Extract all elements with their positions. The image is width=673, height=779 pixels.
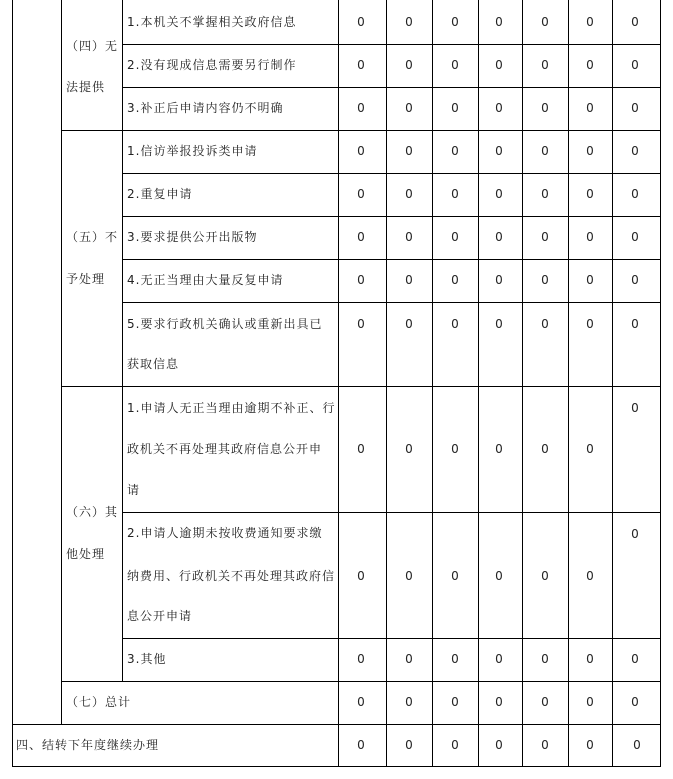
- value-cell: 0: [405, 652, 413, 666]
- value-cell: 0: [405, 569, 413, 583]
- value-cell: 0: [451, 230, 459, 244]
- value-cell: 0: [405, 101, 413, 115]
- item-text: 2.没有现成信息需要另行制作: [127, 58, 297, 72]
- grid-line: [122, 0, 123, 681]
- value-cell: 0: [586, 738, 594, 752]
- grid-line: [61, 386, 661, 387]
- value-cell: 0: [495, 144, 503, 158]
- item-text: 获取信息: [127, 357, 180, 371]
- item-text: 请: [127, 483, 141, 497]
- value-cell: 0: [495, 101, 503, 115]
- item-text: 纳费用、行政机关不再处理其政府信: [127, 569, 336, 583]
- value-cell: 0: [405, 273, 413, 287]
- grid-line: [568, 0, 569, 767]
- grid-line: [478, 0, 479, 767]
- value-cell: 0: [451, 273, 459, 287]
- value-cell: 0: [357, 652, 365, 666]
- item-text: 1.本机关不掌握相关政府信息: [127, 15, 297, 29]
- value-cell: 0: [586, 230, 594, 244]
- value-cell: 0: [631, 695, 639, 709]
- value-cell: 0: [586, 652, 594, 666]
- grid-line: [386, 0, 387, 767]
- group-4-label: 法提供: [66, 80, 106, 94]
- item-text: 3.要求提供公开出版物: [127, 230, 258, 244]
- value-cell: 0: [541, 273, 549, 287]
- value-cell: 0: [495, 15, 503, 29]
- value-cell: 0: [405, 442, 413, 456]
- value-cell: 0: [451, 15, 459, 29]
- value-cell: 0: [586, 695, 594, 709]
- grid-line: [432, 0, 433, 767]
- value-cell: 0: [357, 144, 365, 158]
- item-text: 政机关不再处理其政府信息公开申: [127, 442, 323, 456]
- value-cell: 0: [586, 317, 594, 331]
- value-cell: 0: [631, 401, 639, 415]
- value-cell: 0: [357, 58, 365, 72]
- value-cell: 0: [451, 652, 459, 666]
- value-cell: 0: [357, 101, 365, 115]
- grid-line: [522, 0, 523, 767]
- value-cell: 0: [631, 527, 639, 541]
- value-cell: 0: [495, 738, 503, 752]
- value-cell: 0: [586, 15, 594, 29]
- total-label: （七）总计: [66, 695, 132, 709]
- value-cell: 0: [541, 738, 549, 752]
- value-cell: 0: [633, 738, 641, 752]
- value-cell: 0: [541, 569, 549, 583]
- value-cell: 0: [631, 58, 639, 72]
- value-cell: 0: [357, 695, 365, 709]
- value-cell: 0: [405, 230, 413, 244]
- value-cell: 0: [451, 144, 459, 158]
- grid-line: [122, 173, 661, 174]
- value-cell: 0: [357, 273, 365, 287]
- value-cell: 0: [405, 317, 413, 331]
- value-cell: 0: [541, 144, 549, 158]
- value-cell: 0: [357, 569, 365, 583]
- value-cell: 0: [541, 58, 549, 72]
- value-cell: 0: [405, 695, 413, 709]
- value-cell: 0: [541, 230, 549, 244]
- value-cell: 0: [451, 58, 459, 72]
- item-text: 3.其他: [127, 652, 167, 666]
- value-cell: 0: [357, 187, 365, 201]
- value-cell: 0: [631, 273, 639, 287]
- value-cell: 0: [631, 230, 639, 244]
- value-cell: 0: [451, 442, 459, 456]
- value-cell: 0: [405, 738, 413, 752]
- group-4-label: （四）无: [66, 39, 119, 53]
- value-cell: 0: [405, 187, 413, 201]
- item-text: 2.申请人逾期未按收费通知要求缴: [127, 526, 323, 540]
- value-cell: 0: [451, 738, 459, 752]
- item-text: 4.无正当理由大量反复申请: [127, 273, 284, 287]
- value-cell: 0: [405, 15, 413, 29]
- item-text: 2.重复申请: [127, 187, 193, 201]
- value-cell: 0: [541, 695, 549, 709]
- value-cell: 0: [631, 144, 639, 158]
- item-text: 1.申请人无正当理由逾期不补正、行: [127, 401, 336, 415]
- grid-line: [122, 512, 661, 513]
- grid-line: [61, 681, 661, 682]
- value-cell: 0: [357, 442, 365, 456]
- grid-line: [12, 766, 661, 767]
- value-cell: 0: [541, 442, 549, 456]
- value-cell: 0: [495, 695, 503, 709]
- value-cell: 0: [451, 101, 459, 115]
- grid-line: [122, 87, 661, 88]
- grid-line: [122, 638, 661, 639]
- value-cell: 0: [495, 230, 503, 244]
- value-cell: 0: [631, 317, 639, 331]
- grid-line: [122, 44, 661, 45]
- grid-line: [12, 724, 661, 725]
- value-cell: 0: [541, 15, 549, 29]
- value-cell: 0: [495, 187, 503, 201]
- value-cell: 0: [541, 101, 549, 115]
- value-cell: 0: [357, 738, 365, 752]
- value-cell: 0: [357, 15, 365, 29]
- grid-line: [122, 216, 661, 217]
- value-cell: 0: [495, 58, 503, 72]
- value-cell: 0: [586, 58, 594, 72]
- value-cell: 0: [586, 569, 594, 583]
- group-5-label: 予处理: [66, 272, 106, 286]
- group-6-label: （六）其: [66, 505, 119, 519]
- value-cell: 0: [631, 15, 639, 29]
- item-text: 3.补正后申请内容仍不明确: [127, 101, 284, 115]
- value-cell: 0: [631, 652, 639, 666]
- value-cell: 0: [541, 187, 549, 201]
- grid-line: [122, 259, 661, 260]
- group-5-label: （五）不: [66, 230, 119, 244]
- grid-line: [122, 302, 661, 303]
- value-cell: 0: [451, 569, 459, 583]
- grid-line: [61, 0, 62, 725]
- value-cell: 0: [451, 187, 459, 201]
- value-cell: 0: [541, 317, 549, 331]
- item-text: 息公开申请: [127, 609, 193, 623]
- grid-line: [61, 130, 661, 131]
- grid-line: [12, 0, 13, 767]
- value-cell: 0: [541, 652, 549, 666]
- value-cell: 0: [405, 58, 413, 72]
- value-cell: 0: [357, 230, 365, 244]
- value-cell: 0: [357, 317, 365, 331]
- value-cell: 0: [495, 652, 503, 666]
- grid-line: [612, 0, 613, 767]
- value-cell: 0: [495, 442, 503, 456]
- value-cell: 0: [586, 144, 594, 158]
- grid-line: [338, 0, 339, 767]
- value-cell: 0: [586, 442, 594, 456]
- value-cell: 0: [631, 101, 639, 115]
- value-cell: 0: [495, 317, 503, 331]
- value-cell: 0: [405, 144, 413, 158]
- value-cell: 0: [451, 695, 459, 709]
- value-cell: 0: [631, 187, 639, 201]
- item-text: 1.信访举报投诉类申请: [127, 144, 258, 158]
- value-cell: 0: [586, 101, 594, 115]
- value-cell: 0: [586, 187, 594, 201]
- value-cell: 0: [495, 569, 503, 583]
- value-cell: 0: [586, 273, 594, 287]
- grid-line: [660, 0, 661, 767]
- value-cell: 0: [451, 317, 459, 331]
- group-6-label: 他处理: [66, 547, 106, 561]
- value-cell: 0: [495, 273, 503, 287]
- item-text: 5.要求行政机关确认或重新出具已: [127, 317, 323, 331]
- carryover-label: 四、结转下年度继续办理: [16, 738, 160, 752]
